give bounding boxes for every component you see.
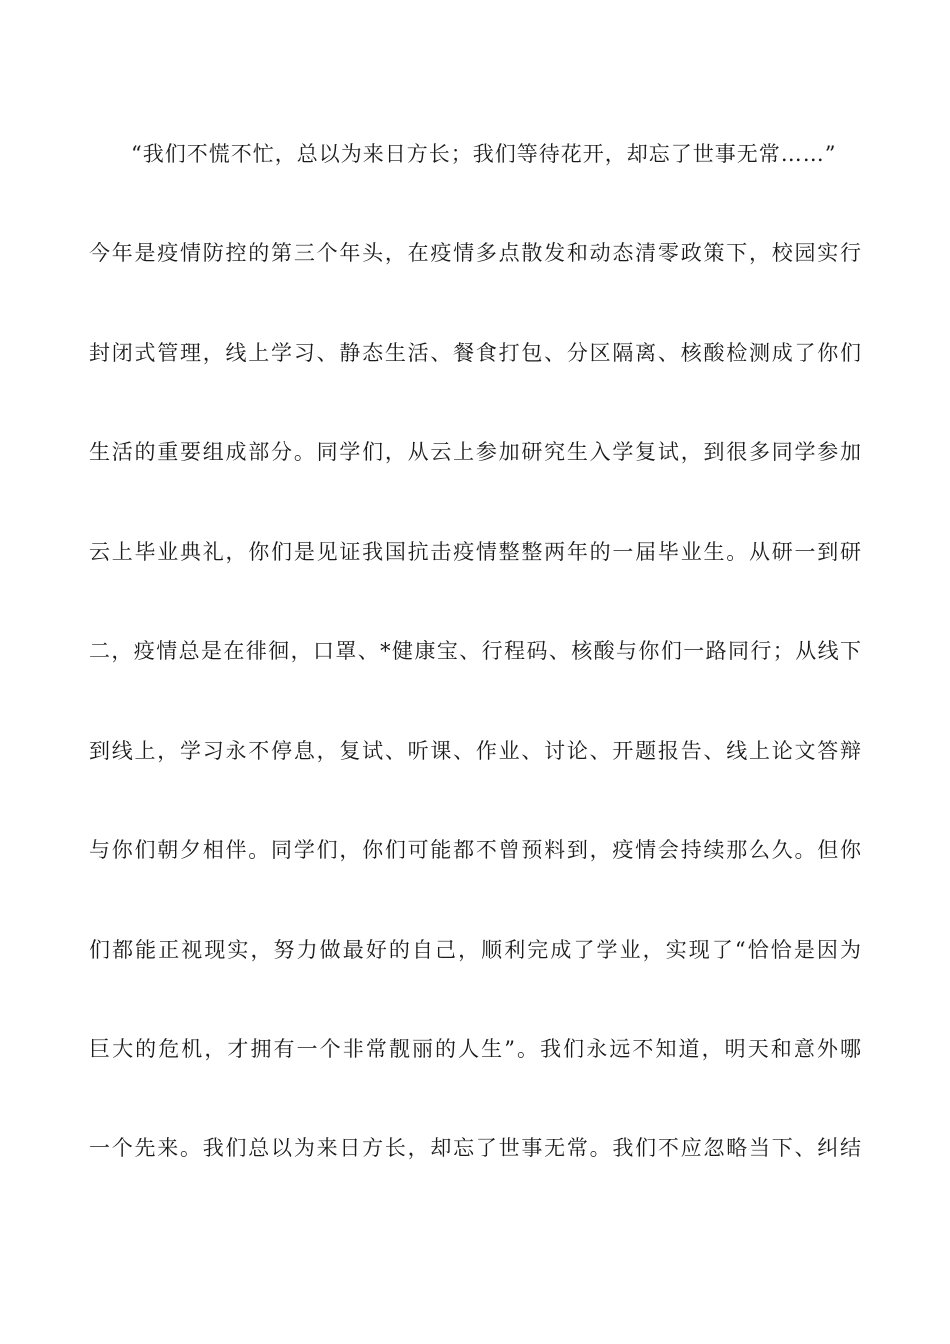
paragraph-line-1: “我们不慌不忙，总以为来日方长；我们等待花开，却忘了世事无常……” (131, 142, 837, 166)
paragraph-line-11: 一个先来。我们总以为来日方长，却忘了世事无常。我们不应忽略当下、纠结 (89, 1136, 861, 1160)
paragraph-line-6: 二，疫情总是在徘徊，口罩、*健康宝、行程码、核酸与你们一路同行；从线下 (89, 639, 861, 663)
paragraph-line-5: 云上毕业典礼，你们是见证我国抗击疫情整整两年的一届毕业生。从研一到研 (89, 540, 861, 564)
paragraph-line-9: 们都能正视现实，努力做最好的自己，顺利完成了学业，实现了“恰恰是因为 (89, 938, 861, 962)
paragraph-line-10: 巨大的危机，才拥有一个非常靓丽的人生”。我们永远不知道，明天和意外哪 (89, 1037, 861, 1061)
paragraph-line-3: 封闭式管理，线上学习、静态生活、餐食打包、分区隔离、核酸检测成了你们 (89, 341, 861, 365)
paragraph-line-7: 到线上，学习永不停息，复试、听课、作业、讨论、开题报告、线上论文答辩 (89, 739, 861, 763)
paragraph-line-8: 与你们朝夕相伴。同学们，你们可能都不曾预料到，疫情会持续那么久。但你 (89, 838, 861, 862)
paragraph-line-4: 生活的重要组成部分。同学们，从云上参加研究生入学复试，到很多同学参加 (89, 440, 861, 464)
paragraph-line-2: 今年是疫情防控的第三个年头，在疫情多点散发和动态清零政策下，校园实行 (89, 241, 861, 265)
